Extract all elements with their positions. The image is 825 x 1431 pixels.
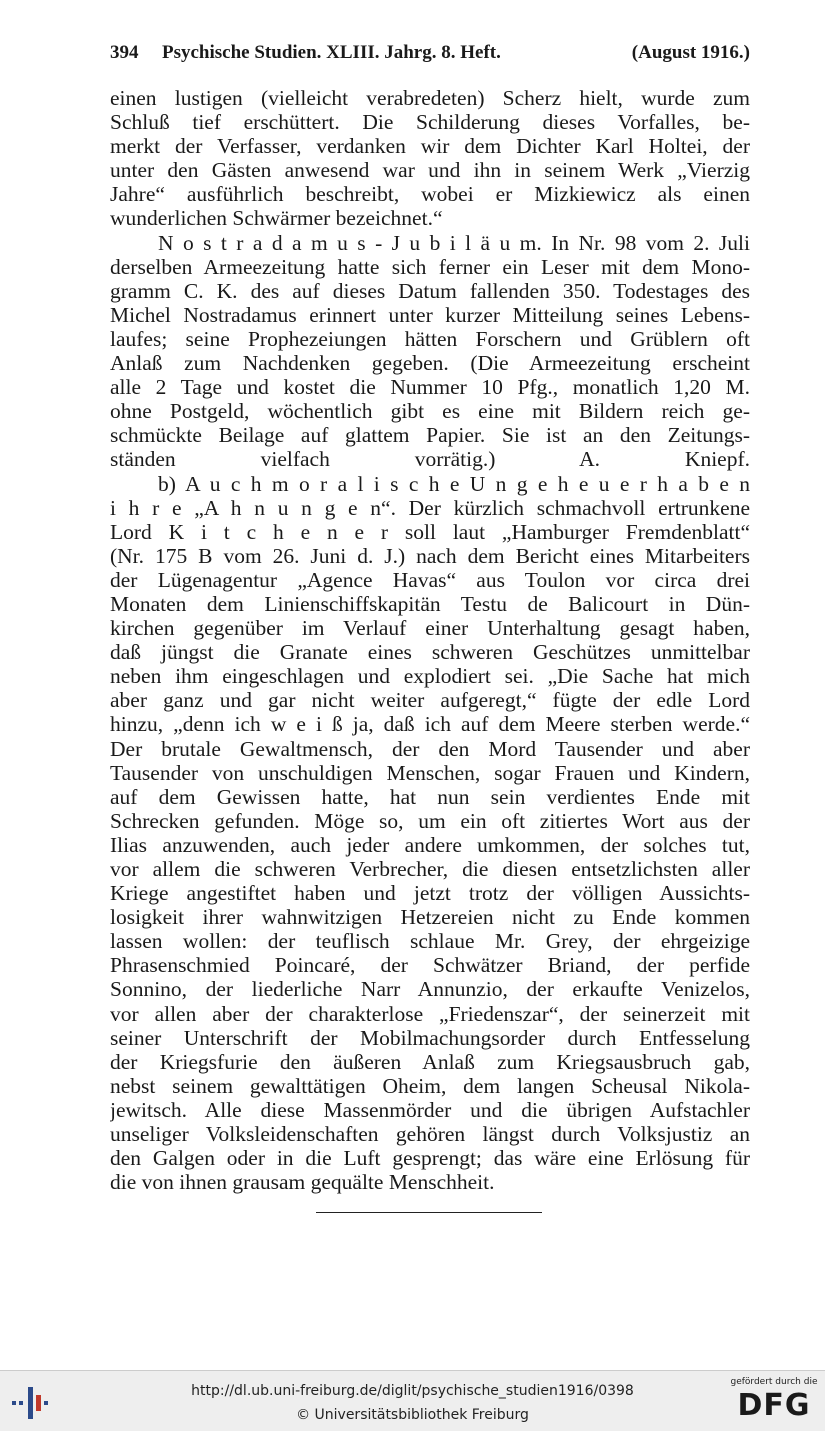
text-line: nebst seinem gewalttätigen Oheim, dem langen Scheusal Nikola-	[110, 1073, 750, 1098]
text-line: Kriege angestiftet haben und jetzt trotz der völligen Aussichts-	[110, 881, 750, 906]
closing-divider	[316, 1212, 542, 1213]
text-line: der Lügenagentur „Agence Havas“ aus Toulon vor circa drei	[110, 567, 750, 592]
text-line: gramm C. K. des auf dieses Datum fallenden 350. Todestages des	[110, 278, 750, 303]
copyright-notice: © Universitätsbibliothek Freiburg	[296, 1407, 529, 1423]
text-line: hinzu, „denn ich w e i ß ja, daß ich auf dem Meere sterben werde.“	[110, 712, 750, 737]
text-line: vor allen aber der charakterlose „Friedenszar“, der seinerzeit mit	[110, 1001, 750, 1026]
issue-date: (August 1916.)	[631, 42, 750, 63]
text-line: Phrasenschmied Poincaré, der Schwätzer Briand, der perfide	[110, 953, 750, 978]
text-line: Tausender von unschuldigen Menschen, sogar Frauen und Kindern,	[110, 760, 750, 785]
text-line: Sonnino, der liederliche Narr Annunzio, der erkaufte Venizelos,	[110, 977, 750, 1002]
page-url-link[interactable]: http://dl.ub.uni-freiburg.de/diglit/psychische_studien1916/0398	[191, 1383, 634, 1399]
text-line: der Kriegsfurie den äußeren Anlaß zum Kriegsausbruch gab,	[110, 1049, 750, 1074]
text-line: unter den Gästen anwesend war und ihn in seinem Werk „Vierzig	[110, 158, 750, 183]
text-line: alle 2 Tage und kostet die Nummer 10 Pfg., monatlich 1,20 M.	[110, 375, 750, 400]
text-line: merkt der Verfasser, verdanken wir dem Dichter Karl Holtei, der	[110, 134, 750, 159]
page-number: 394	[110, 42, 139, 63]
text-line: vor allem die schweren Verbrecher, die diesen entsetzlichsten aller	[110, 857, 750, 881]
text-line: ohne Postgeld, wöchentlich gibt es eine mit Bildern reich ge-	[110, 399, 750, 424]
viewer-footer	[0, 1370, 825, 1431]
text-line: b) A u c h m o r a l i s c h e U n g e h e u e r h a b e n	[158, 471, 750, 496]
dfg-caption: gefördert durch die	[730, 1377, 818, 1387]
text-line: (Nr. 175 B vom 26. Juni d. J.) nach dem Bericht eines Mitarbeiters	[110, 543, 750, 568]
text-line: Schrecken gefunden. Möge so, um ein oft zitiertes Wort aus der	[110, 808, 750, 833]
text-line: losigkeit ihrer wahnwitzigen Hetzereien nicht zu Ende kommen	[110, 905, 750, 930]
text-line: Jahre“ ausführlich beschreibt, wobei er Mizkiewicz als einen	[110, 182, 750, 207]
text-line: laufes; seine Prophezeiungen hätten Forschern und Grüblern oft	[110, 326, 750, 351]
text-line: Monaten dem Linienschiffskapitän Testu de Balicourt in Dün-	[110, 591, 750, 616]
text-line: unseliger Volksleidenschaften gehören längst durch Volksjustiz an	[110, 1122, 750, 1147]
text-line: kirchen gegenüber im Verlauf einer Unterhaltung gesagt haben,	[110, 616, 750, 641]
text-line: Anlaß zum Nachdenken gegeben. (Die Armeezeitung erscheint	[110, 351, 750, 376]
running-title: Psychische Studien. XLIII. Jahrg. 8. Heft.	[162, 42, 501, 63]
text-line: aber ganz und gar nicht weiter aufgeregt,“ fügte der edle Lord	[110, 688, 750, 713]
dfg-logo	[728, 1377, 820, 1427]
text-line: seiner Unterschrift der Mobilmachungsorder durch Entfesselung	[110, 1025, 750, 1050]
text-line: Ilias anzuwenden, auch jeder andere umkommen, der solches tut,	[110, 832, 750, 857]
text-line: die von ihnen grausam gequälte Menschheit.	[110, 1170, 495, 1195]
text-line-signature: ständen vielfach vorrätig.) A. Kniepf.	[110, 447, 750, 472]
dfg-mark: DFG	[737, 1388, 811, 1423]
text-line: i h r e „A h n u n g e n“. Der kürzlich schmachvoll ertrunkene	[110, 495, 750, 520]
text-line: einen lustigen (vielleicht verabredeten) Scherz hielt, wurde zum	[110, 86, 750, 110]
text-line: Schluß tief erschüttert. Die Schilderung dieses Vorfalles, be-	[110, 110, 750, 135]
running-header	[110, 42, 750, 72]
text-line: jewitsch. Alle diese Massenmörder und die übrigen Aufstachler	[110, 1097, 750, 1122]
text-line: Der brutale Gewaltmensch, der den Mord Tausender und aber	[110, 736, 750, 761]
text-line: Michel Nostradamus erinnert unter kurzer Mitteilung seines Lebens-	[110, 302, 750, 327]
text-line: N o s t r a d a m u s - J u b i l ä u m. In Nr. 98 vom 2. Juli	[158, 230, 750, 255]
text-line: lassen wollen: der teuflisch schlaue Mr. Grey, der ehrgeizige	[110, 929, 750, 954]
text-line: neben ihm eingeschlagen und explodiert sei. „Die Sache hat mich	[110, 664, 750, 689]
text-line: den Galgen oder in die Luft gesprengt; das wäre eine Erlösung für	[110, 1146, 750, 1171]
text-line: auf dem Gewissen hatte, hat nun sein verdientes Ende mit	[110, 784, 750, 809]
text-line: Lord K i t c h e n e r soll laut „Hamburger Fremdenblatt“	[110, 519, 750, 544]
text-line: wunderlichen Schwärmer bezeichnet.“	[110, 206, 443, 231]
text-line: schmückte Beilage auf glattem Papier. Sie ist an den Zeitungs-	[110, 423, 750, 448]
body-text	[110, 86, 750, 1194]
text-line: daß jüngst die Granate eines schweren Geschützes unmittelbar	[110, 640, 750, 665]
text-line: derselben Armeezeitung hatte sich ferner ein Leser mit dem Mono-	[110, 254, 750, 279]
